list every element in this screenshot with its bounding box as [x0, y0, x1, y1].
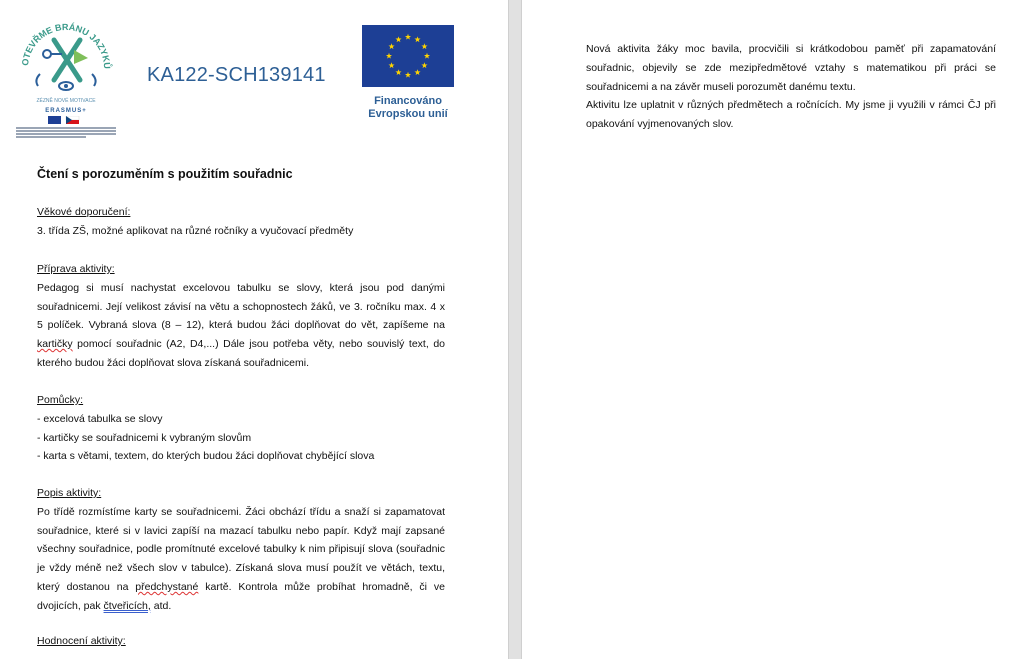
document-title: Čtení s porozuměním s použitím souřadnic — [37, 167, 293, 181]
svg-text:OTEVŘME BRÁNU JAZYKŮM: OTEVŘME BRÁNU JAZYKŮ — [19, 21, 113, 70]
section-evaluation — [37, 632, 445, 651]
project-logo — [14, 10, 118, 138]
list-item: - kartičky se souřadnicemi k vybraným slovům — [37, 431, 252, 444]
evaluation-text — [586, 40, 996, 134]
list-item: - excelová tabulka se slovy — [37, 412, 163, 425]
eu-funding-label: Financováno Evropskou unií — [368, 95, 448, 120]
grammar-check-word[interactable]: čtveřicích, — [103, 599, 151, 612]
page-gutter — [508, 0, 522, 659]
section-tools — [37, 391, 445, 466]
spellcheck-word[interactable]: kartičky — [37, 338, 73, 351]
section-text: 3. třída ZŠ, možné aplikovat na různé ročníky a vyučovací předměty — [37, 224, 354, 237]
section-heading: Pomůcky: — [37, 394, 84, 406]
erasmus-label: ERASMUS+ — [45, 108, 87, 114]
open-gate-logo-icon — [14, 10, 118, 106]
spellcheck-word[interactable]: předchystané — [135, 580, 199, 593]
logo-subtitle: ZÉZNĚ NOVÉ MOTIVACE — [36, 98, 96, 104]
section-text: Po třídě rozmístíme karty se souřadnicemi. Žáci obchází třídu a snaží si zapamatovat souřadnice, které si v lavici zapíší na mazací tabulku nebo papír. Když mají zapsané všechny souřadnice, podle promítnuté excelové tabulky k nim připisují slova (souřadnic je vždy méně než všech slov v tabulce). Získaná slova musí použít ve větách, textu, který dostanou na předchystané kartě. Kontrola může probíhat hromadně, či ve dvojicích, pak čtveřicích, atd. — [37, 505, 445, 612]
section-preparation — [37, 260, 445, 373]
section-heading: Popis aktivity: — [37, 487, 102, 499]
project-code: KA122-SCH139141 — [147, 64, 326, 86]
section-age-recommendation — [37, 203, 445, 241]
section-description — [37, 484, 445, 616]
section-heading: Příprava aktivity: — [37, 263, 115, 275]
section-heading: Hodnocení aktivity: — [37, 635, 126, 647]
paragraph: Aktivitu lze uplatnit v různých předmětech a ročnících. My jsme ji využili v rámci ČJ při opakování vyjmenovaných slov. — [586, 99, 996, 131]
section-heading: Věkové doporučení: — [37, 206, 131, 218]
eu-cz-flags-icon — [48, 116, 88, 124]
document-page-left — [0, 0, 508, 659]
logo-fine-print — [16, 127, 116, 139]
document-page-right — [522, 0, 1024, 659]
section-text: Pedagog si musí nachystat excelovou tabulku se slovy, která jsou pod danými souřadnicemi. Její velikost závisí na větu a schopnostech žáků, ve 3. ročníku max. 4 x 5 políček. Vybraná slova (8 – 12), která budou žáci doplňovat do vět, zapíšeme na kartičky pomocí souřadnic (A2, D4,...) Dále jsou potřeba věty, nebo souvislý text, do kterého budou žáci doplňovat slova získaná souřadnicemi. — [37, 281, 445, 369]
list-item: - karta s větami, textem, do kterých budou žáci doplňovat chybějící slova — [37, 450, 375, 463]
eu-flag-icon — [362, 25, 454, 87]
paragraph: Nová aktivita žáky moc bavila, procvičili si krátkodobou paměť při zapamatování souřadnic, objevily se zde mezipředmětové vztahy s matematikou při práci se souřadnicemi a na závěr museli porozumět danému textu. — [586, 43, 996, 93]
